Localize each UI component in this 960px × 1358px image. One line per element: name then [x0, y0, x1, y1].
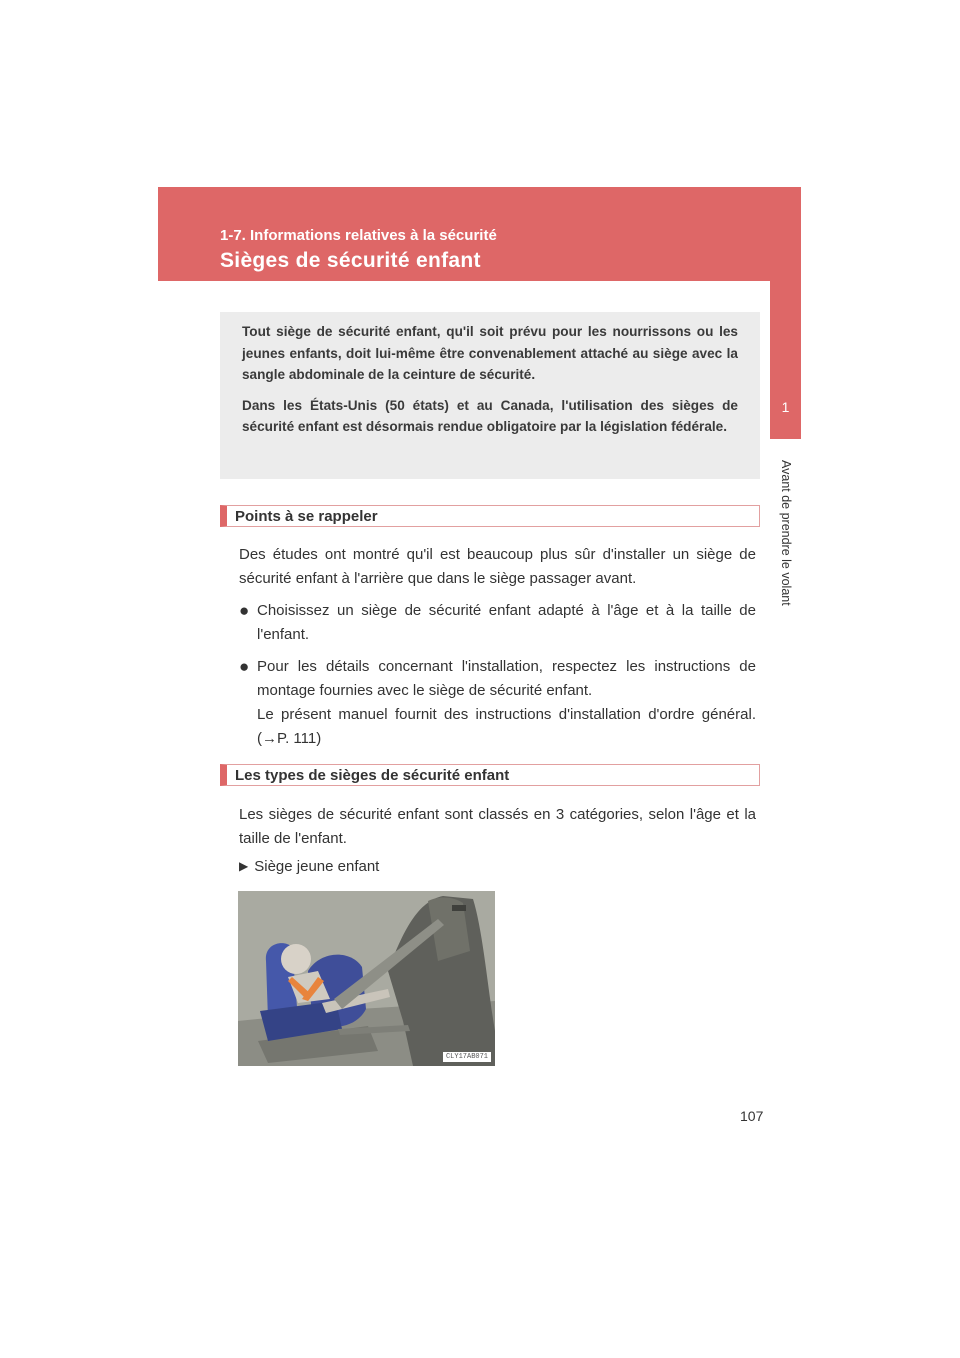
- header-band: [158, 187, 801, 281]
- page-reference-link[interactable]: P. 111): [277, 730, 322, 747]
- bullet-dot-icon: ●: [239, 601, 250, 620]
- chapter-number: 1: [781, 399, 790, 415]
- bullet-item-2: [239, 655, 756, 751]
- intro-paragraph-1: Tout siège de sécurité enfant, qu'il soit prévu pour les nourrissons ou les jeunes enfants, doit lui-même être convenablement attaché au siège avec la sangle abdominale de la ceinture de sécurité.: [242, 324, 738, 382]
- bullet-dot-icon: ●: [239, 657, 250, 676]
- section1-paragraph: Des études ont montré qu'il est beaucoup plus sûr d'installer un siège de sécurité enfant à l'arrière que dans le siège passager avant.: [239, 546, 756, 587]
- section2-paragraph: Les sièges de sécurité enfant sont classés en 3 catégories, selon l'âge et la taille de l'enfant.: [239, 806, 756, 847]
- chapter-label: [776, 445, 796, 620]
- arrow-right-icon: →: [262, 730, 277, 747]
- section-heading-types: Les types de sièges de sécurité enfant: [220, 764, 760, 786]
- bullet-item-1-text: Choisissez un siège de sécurité enfant adapté à l'âge et à la taille de l'enfant.: [257, 602, 756, 643]
- intro-paragraph-2: Dans les États-Unis (50 états) et au Canada, l'utilisation des sièges de sécurité enfant est désormais rendue obligatoire par la législation fédérale.: [242, 397, 738, 434]
- page-title: Sièges de sécurité enfant: [220, 249, 481, 272]
- figure-code: CLY17AB071: [443, 1052, 491, 1062]
- bullet-item-2-note: Le présent manuel fournit des instructions d'installation d'ordre général. (: [257, 706, 756, 747]
- page-number: 107: [740, 1108, 764, 1124]
- child-seat-illustration: [238, 891, 495, 1066]
- child-seat-drawing: [238, 891, 495, 1066]
- section-label: 1-7. Informations relatives à la sécurité: [220, 227, 497, 244]
- bullet-item-2-text: Pour les détails concernant l'installation, respectez les instructions de montage fournies avec le siège de sécurité enfant.: [257, 658, 756, 699]
- triangle-right-icon: ▶: [239, 859, 249, 873]
- section-heading-points: Points à se rappeler: [220, 505, 760, 527]
- chapter-tab[interactable]: [770, 281, 801, 439]
- intro-box: [220, 312, 760, 479]
- category-item-1: [239, 858, 379, 875]
- bullet-item-1: [239, 599, 756, 647]
- chapter-label-text: Avant de prendre le volant: [779, 459, 793, 606]
- category-item-1-text: Siège jeune enfant: [254, 858, 380, 875]
